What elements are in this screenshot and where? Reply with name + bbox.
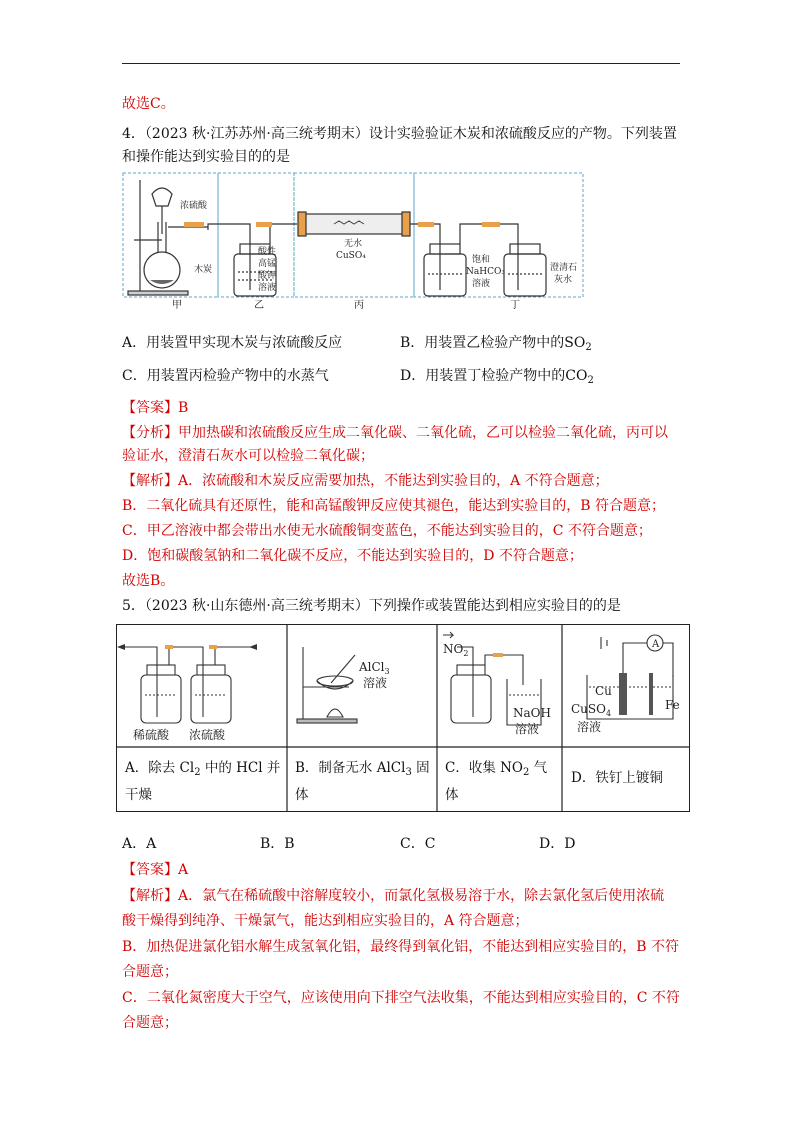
b-solution: 溶液 [363,676,388,690]
c-solution: 溶液 [515,722,540,736]
q4-stem-line1: 4．（2023 秋·江苏苏州·高三统考期末）设计实验验证木炭和浓硫酸反应的产物。下列装置 [122,126,677,142]
label-nahco3-1: 饱和 [472,255,491,265]
c-gas: $NO_2$ [443,642,469,658]
q5-choice-a: A．A [122,836,157,852]
q5-cell-d: D．铁钉上镀铜 [571,770,663,786]
b-reagent: AlCl$_3$ [359,660,390,676]
q5-answer: 【答案】A [122,862,189,878]
d-cuso4: CuSO$_4$ [571,702,612,718]
q4-explain-d: D．饱和碳酸氢钠和二氧化碳不反应，不能达到实验目的，D 不符合题意； [122,548,583,564]
label-nahco3-3: 溶液 [472,279,491,289]
a-label-dilute: 稀硫酸 [133,728,170,742]
q5-explain-c1: C．二氧化氮密度大于空气，应该使用向下排空气法收集，不能达到相应实验目的，C 不符 [122,990,680,1006]
d-cu: Cu [595,684,612,698]
label-acid: 浓硫酸 [180,201,208,211]
q4-explain-c: C．甲乙溶液中都会带出水使无水硫酸铜变蓝色，不能达到实验目的，C 不符合题意； [122,523,652,539]
caption-bing: 丙 [354,300,364,311]
label-limewater-1: 澄清石 [550,263,578,273]
q4-apparatus-figure [122,172,585,300]
d-meter: A [652,639,660,650]
label-limewater-2: 灰水 [554,275,573,285]
d-solution: 溶液 [577,720,602,734]
caption-yi: 乙 [254,300,264,311]
q4-analysis-line2: 验证水，澄清石灰水可以检验二氧化碳； [122,448,374,464]
c-naoh: NaOH [513,706,551,720]
q4-option-a: A．用装置甲实现木炭与浓硫酸反应 [122,335,343,351]
q4-option-d: D．用装置丁检验产物中的$CO_2$ [400,368,594,386]
q4-conclusion: 故选B。 [122,573,175,589]
q5-explain-c2: 合题意； [122,1015,178,1031]
q5-choice-d: D．D [539,836,576,852]
d-fe: Fe [665,698,680,712]
label-cuso4-1: 无水 [344,239,363,249]
label-charcoal: 木炭 [194,265,213,275]
q5-cell-b: B．制备无水 AlCl$_3$ 固体 [295,760,430,803]
label-kmno4-4: 溶液 [258,283,277,293]
q5-options-table [116,624,690,812]
caption-ding: 丁 [510,300,520,311]
label-kmno4-2: 高锰 [258,259,277,269]
label-kmno4-1: 酸性 [258,247,277,257]
label-kmno4-3: 酸钾 [258,271,277,281]
q5-cell-a: A．除去 $Cl_2$ 中的 HCl 并干燥 [125,760,281,803]
q4-stem-line2: 和操作能达到实验目的的是 [122,149,290,165]
q5-explain-a1: 【解析】A．氯气在稀硫酸中溶解度较小，而氯化氢极易溶于水，除去氯化氢后使用浓硫 [122,888,665,904]
label-cuso4-2: CuSO₄ [336,251,366,261]
q4-explain-b: B．二氧化硫具有还原性，能和高锰酸钾反应使其褪色，能达到实验目的，B 符合题意； [122,498,666,514]
q4-explain-a: 【解析】A．浓硫酸和木炭反应需要加热，不能达到实验目的，A 不符合题意； [122,473,609,489]
header-rule [122,63,680,64]
q5-explain-b1: B．加热促进氯化铝水解生成氢氧化铝，最终得到氧化铝，不能达到相应实验目的，B 不符 [122,939,680,955]
prev-conclusion: 故选C。 [122,96,175,112]
label-nahco3-2: NaHCO₃ [466,267,505,277]
q4-answer: 【答案】B [122,400,189,416]
q5-explain-a2: 酸干燥得到纯净、干燥氯气，能达到相应实验目的，A 符合题意； [122,913,529,929]
caption-jia: 甲 [172,300,182,311]
q5-cell-c: C．收集 $NO_2$ 气体 [445,760,548,803]
q5-explain-b2: 合题意； [122,964,178,980]
q5-choice-b: B．B [260,836,295,852]
q4-option-b: B．用装置乙检验产物中的$SO_2$ [400,335,592,353]
q5-choice-c: C．C [400,836,436,852]
q4-option-c: C．用装置丙检验产物中的水蒸气 [122,368,329,384]
a-label-conc: 浓硫酸 [189,728,226,742]
q5-stem: 5．（2023 秋·山东德州·高三统考期末）下列操作或装置能达到相应实验目的的是 [122,598,621,614]
q4-analysis-line1: 【分析】甲加热碳和浓硫酸反应生成二氧化碳、二氧化硫，乙可以检验二氧化硫，丙可以 [122,425,668,441]
